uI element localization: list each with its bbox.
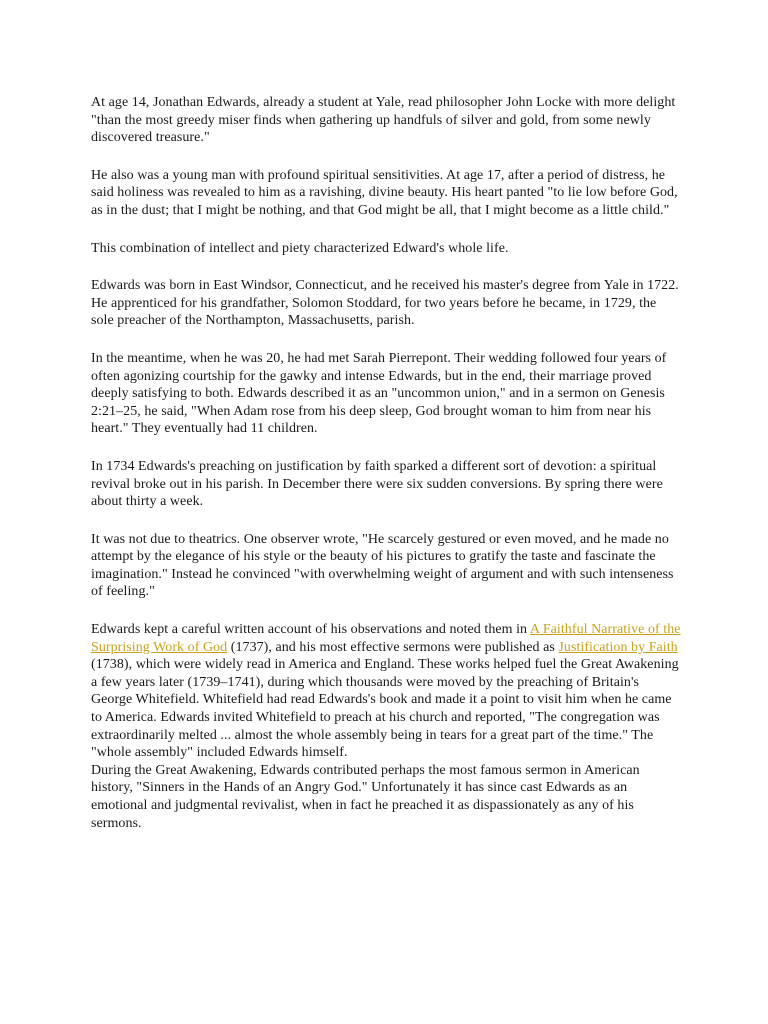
paragraph-8-text-1: Edwards kept a careful written account of his observations and noted them in	[91, 622, 530, 638]
faithful-narrative-link[interactable]: A Faithful Narrative of the Surprising Work of God	[91, 622, 681, 655]
paragraph-1: At age 14, Jonathan Edwards, already a student at Yale, read philosopher John Locke with more delight "than the most greedy miser finds when gathering up handfuls of silver and gold, from some newly discovered treasure."	[91, 95, 676, 146]
paragraph-8	[91, 621, 681, 762]
justification-by-faith-link[interactable]: Justification by Faith	[558, 639, 678, 655]
paragraph-9: During the Great Awakening, Edwards contributed perhaps the most famous sermon in American history, "Sinners in the Hands of an Angry God." Unfortunately it has since cast Edwards as an emotional and judgmental revivalist, when in fact he preached it as dispassionately as any of his sermons.	[91, 762, 640, 831]
paragraph-2: He also was a young man with profound spiritual sensitivities. At age 17, after a period of distress, he said holiness was revealed to him as a ravishing, divine beauty. His heart panted "to lie low before God, as in the dust; that I might be nothing, and that God might be all, that I might become as a little child."	[91, 167, 678, 218]
document-page	[91, 94, 681, 832]
paragraph-6: In 1734 Edwards's preaching on justification by faith sparked a different sort of devotion: a spiritual revival broke out in his parish. In December there were six sudden conversions. By spring there were about thirty a week.	[91, 458, 663, 510]
paragraph-8-text-2: (1737), and his most effective sermons were published as	[227, 639, 559, 655]
paragraph-3: This combination of intellect and piety characterized Edward's whole life.	[91, 240, 509, 256]
paragraph-7: It was not due to theatrics. One observer wrote, "He scarcely gestured or even moved, and he made no attempt by the elegance of his style or the beauty of his pictures to gratify the taste and fascinate the imagination." Instead he convinced "with overwhelming weight of argument and with such intenseness of feeling."	[91, 531, 674, 600]
paragraph-8-text-3: (1738), which were widely read in America and England. These works helped fuel the Great Awakening a few years later (1739–1741), during which thousands were moved by the preaching of Britain's George Whitefield. Whitefield had read Edwards's book and made it a point to visit him when he came to America. Edwards invited Whitefield to preach at his church and reported, "The congregation was extraordinarily melted ... almost the whole assembly being in tears for a great part of the time." The "whole assembly" included Edwards himself.	[91, 657, 679, 761]
paragraph-5: In the meantime, when he was 20, he had met Sarah Pierrepont. Their wedding followed four years of often agonizing courtship for the gawky and intense Edwards, but in the end, their marriage proved deeply satisfying to both. Edwards described it as an "uncommon union," and in a sermon on Genesis 2:21–25, he said, "When Adam rose from his deep sleep, God brought woman to him from near his heart." They eventually had 11 children.	[91, 350, 667, 437]
paragraph-4: Edwards was born in East Windsor, Connecticut, and he received his master's degree from Yale in 1722. He apprenticed for his grandfather, Solomon Stoddard, for two years before he became, in 1729, the sole preacher of the Northampton, Massachusetts, parish.	[91, 278, 679, 329]
